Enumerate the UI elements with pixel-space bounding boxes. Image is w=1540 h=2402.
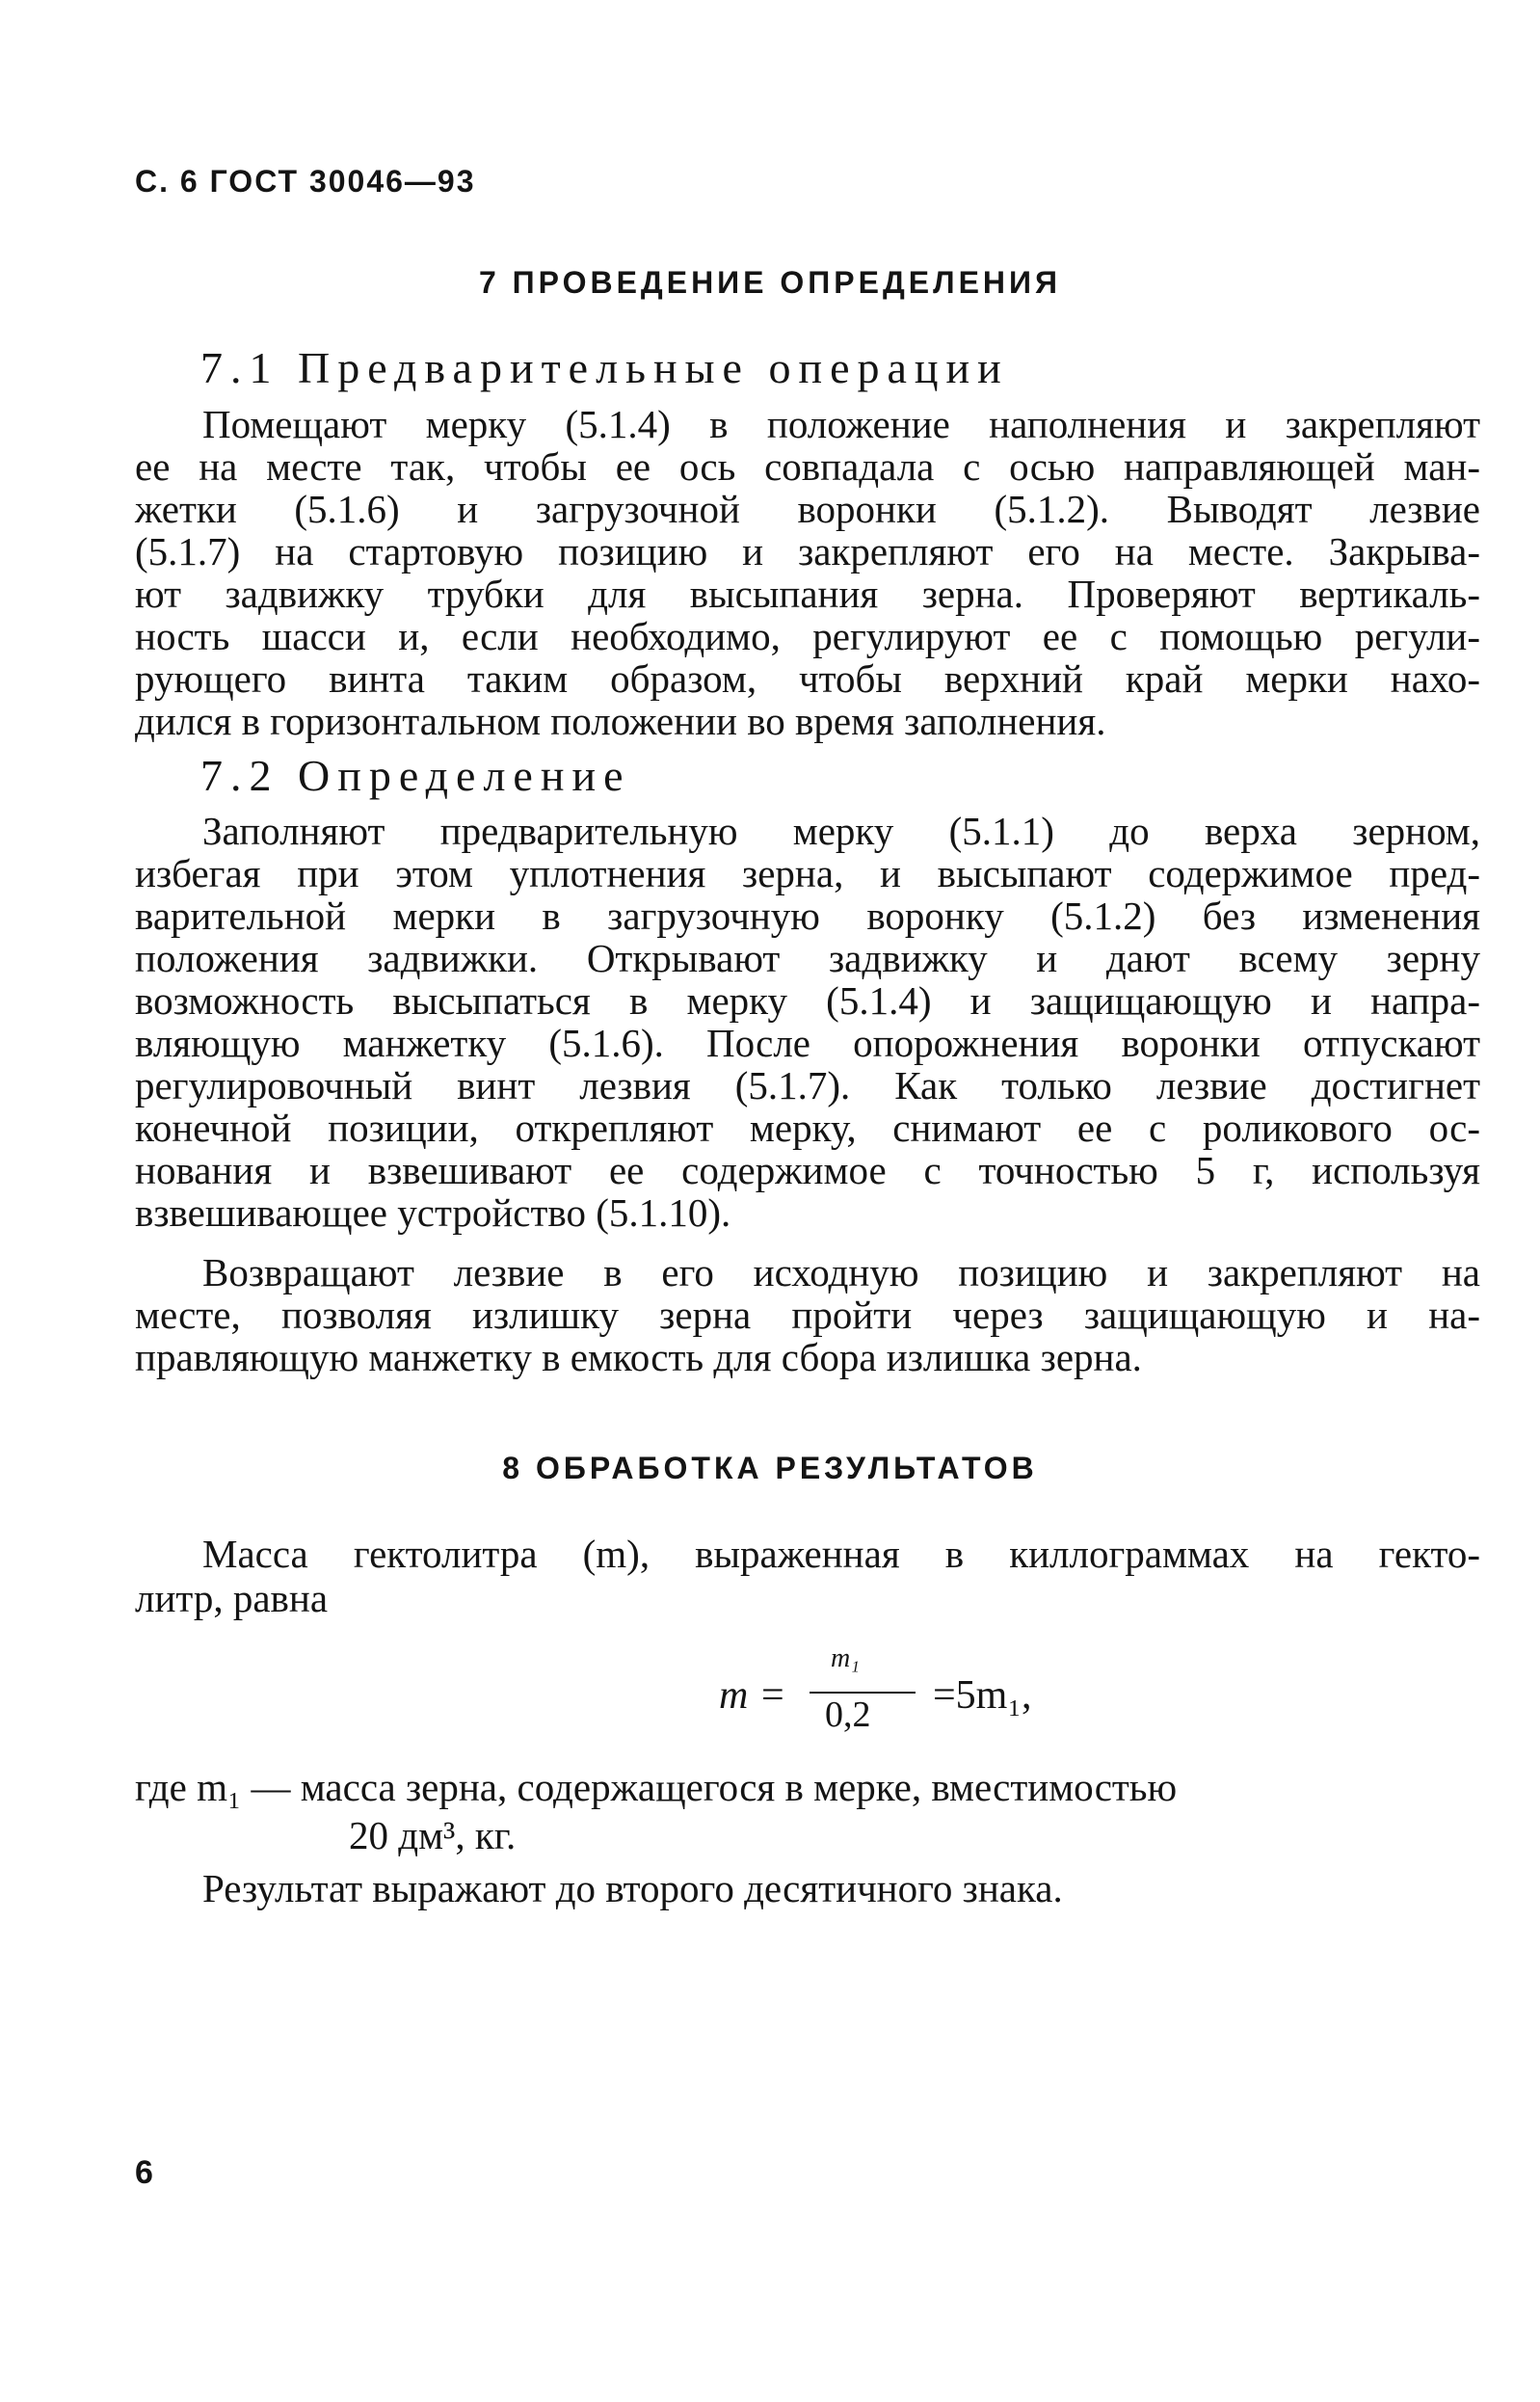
- paragraph-line: регулировочный винт лезвия (5.1.7). Как только лезвие достигнет: [135, 1063, 1480, 1108]
- mass-formula: [713, 1643, 1137, 1735]
- result-precision-note: Результат выражают до второго десятичного знака.: [202, 1866, 1063, 1910]
- paragraph-line: жетки (5.1.6) и загрузочной воронки (5.1.2). Выводят лезвие: [135, 487, 1480, 531]
- paragraph-line: Возвращают лезвие в его исходную позицию и закрепляют на: [202, 1250, 1480, 1294]
- paragraph-line: положения задвижки. Открывают задвижку и дают всему зерну: [135, 936, 1480, 980]
- section-8-title: 8 ОБРАБОТКА РЕЗУЛЬТАТОВ: [502, 1451, 1038, 1485]
- formula-equals: =: [761, 1673, 784, 1718]
- page-number: 6: [135, 2154, 153, 2191]
- paragraph-line: избегая при этом уплотнения зерна, и высыпают содержимое пред-: [135, 851, 1480, 895]
- paragraph-line: ют задвижку трубки для высыпания зерна. Проверяют вертикаль-: [135, 572, 1480, 616]
- paragraph-line: вляющую манжетку (5.1.6). После опорожнения воронки отпускают: [135, 1021, 1480, 1065]
- paragraph-line: дился в горизонтальном положении во время заполнения.: [135, 699, 1106, 743]
- paragraph-line: ее на месте так, чтобы ее ось совпадала с осью направляющей ман-: [135, 444, 1480, 489]
- formula-numerator: m₁: [831, 1643, 860, 1673]
- variable-definition-cont: 20 дм³, кг.: [349, 1813, 517, 1857]
- subsection-7-2-title: 7.2 Определение: [200, 751, 631, 800]
- page-header: С. 6 ГОСТ 30046—93: [135, 164, 476, 199]
- paragraph-line: (5.1.7) на стартовую позицию и закрепляют его на месте. Закрыва-: [135, 529, 1480, 574]
- paragraph-line: взвешивающее устройство (5.1.10).: [135, 1190, 731, 1235]
- paragraph-line: Помещают мерку (5.1.4) в положение наполнения и закрепляют: [202, 402, 1480, 446]
- paragraph-line: варительной мерки в загрузочную воронку (5.1.2) без изменения: [135, 894, 1480, 938]
- paragraph-line: правляющую манжетку в емкость для сбора излишка зерна.: [135, 1335, 1142, 1379]
- subsection-7-1-title: 7.1 Предварительные операции: [200, 343, 1009, 392]
- paragraph-line: нования и взвешивают ее содержимое с точностью 5 г, используя: [135, 1148, 1480, 1192]
- paragraph-line: Масса гектолитра (m), выраженная в киллограммах на гекто-: [202, 1532, 1480, 1576]
- section-7-title: 7 ПРОВЕДЕНИЕ ОПРЕДЕЛЕНИЯ: [478, 265, 1062, 300]
- formula-denominator: 0,2: [825, 1695, 871, 1735]
- formula-lhs: m: [719, 1673, 749, 1718]
- paragraph-line: Заполняют предварительную мерку (5.1.1) до верха зерном,: [202, 809, 1480, 853]
- paragraph-line: литр, равна: [135, 1576, 329, 1620]
- formula-rhs: =5m₁,: [933, 1673, 1032, 1718]
- paragraph-line: рующего винта таким образом, чтобы верхний край мерки нахо-: [135, 656, 1480, 701]
- variable-definition: где m₁ — масса зерна, содержащегося в мерке, вместимостью: [135, 1765, 1178, 1809]
- paragraph-line: конечной позиции, открепляют мерку, снимают ее с роликового ос-: [135, 1106, 1480, 1150]
- paragraph-line: возможность высыпаться в мерку (5.1.4) и защищающую и напра-: [135, 978, 1480, 1023]
- paragraph-line: ность шасси и, если необходимо, регулируют ее с помощью регули-: [135, 614, 1480, 658]
- paragraph-line: месте, позволяя излишку зерна пройти через защищающую и на-: [135, 1293, 1480, 1337]
